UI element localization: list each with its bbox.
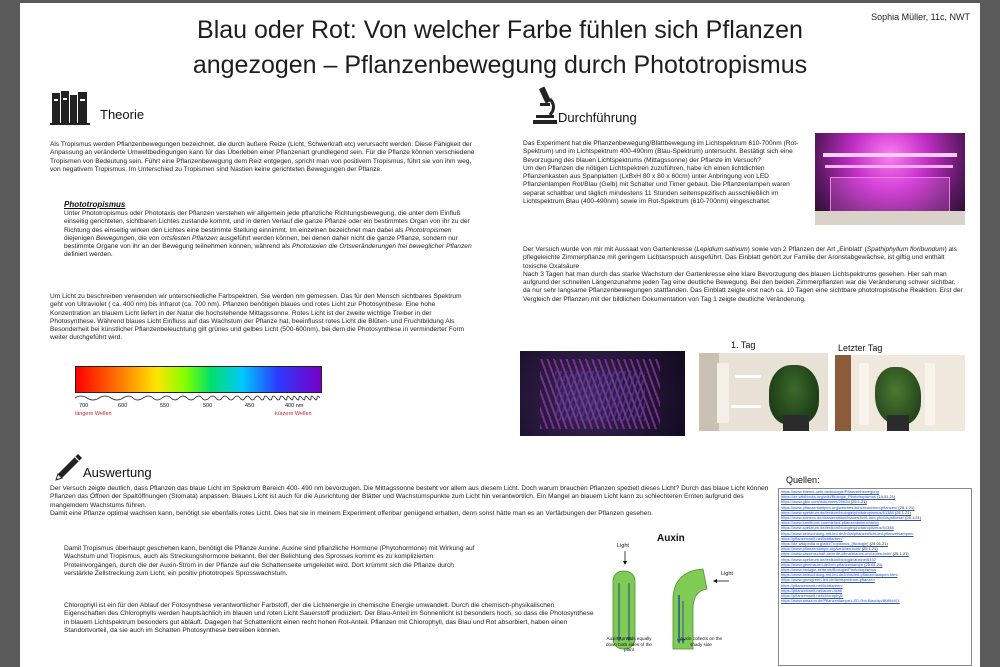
auxin-caption-left: Auxin spreads equally down both sides of the plant bbox=[606, 636, 652, 653]
spectrum-bar bbox=[75, 366, 322, 393]
plant-box-photo bbox=[815, 133, 965, 225]
sources-heading: Quellen: bbox=[786, 475, 820, 485]
source-url[interactable]: https://www.wissenschaft.de/erde-klima/blaues-und-rotes-licht/ bbox=[781, 551, 892, 557]
source-url[interactable]: https://www.amazon.de/Pflanzenlampe-LED-Rot-Blau/dp/B08N4S1 bbox=[781, 598, 900, 604]
theorie-intro: Als Tropismus werden Pflanzenbewegungen bezeichnet, die durch äußere Reize (Licht, Schwerkraft etc) verursacht werden. Diese Fähigkeit der Anpassung an veränderte Umweltbedingungen kann für das Überleben einer Pflanzenart grundlegend sein. Für die Pflanze können verschiedene Tropismen von Bedeutung sein. Führt eine Pflanzenbewegung dem Reiz entgegen, spricht man von positivem Tropismus, führt sie von ihm weg, von negativem Tropismus. Im Unterschied zu Tropismen sind Nastien keine gerichteten Bewegungen der Pflanze. bbox=[50, 141, 475, 173]
source-date: (25.1.21) bbox=[894, 509, 911, 515]
source-url[interactable]: https://de.wikibooks.org/wiki/Biologie_Phototropismus bbox=[781, 494, 876, 500]
source-url[interactable]: https://de.wikipedia.org/wiki/Tropismus_(Biologie) bbox=[781, 541, 869, 547]
pencil-icon bbox=[50, 450, 86, 486]
source-url[interactable]: https://www.growgreen-led.de/lichtspektrum-pflanzen bbox=[781, 577, 875, 583]
phototropismus-text: Unter Phototropismus oder Phototaxis der Pflanzen verstehen wir allgemein jede pflanzliche Richtungsbewegung, die unter dem Einfluß einseitig gerichteten, sichtbaren Lichtes zustande kommt, und in deren Verlauf die ganze Pflanze oder ein bestimmtes Organ von ihr zu der Richtung des einseitig wirken den Lichtes eine bestimmte Stellung einnimmt. Im einzelnen bezeichnet man dabei als Phototropismen diejenigen Bewegungen, die von ortsfesten Pflanzen ausgeführt werden können, bei denen daher nicht die ganze Pflanze, sondern nur bestimmte Organe von ihr an der Bewegung teilnehmen können, während als Phototaxien die Ortsveränderungen frei beweglicher Pflanzen definiert werden. bbox=[64, 210, 472, 259]
phototropismus-subheading: Phototropismus bbox=[64, 200, 126, 209]
source-url[interactable]: https://www.pflanzenlampen.org/welches-licht-brauchen-pflanzen/ bbox=[781, 504, 898, 510]
auswertung-text-3: Chlorophyll ist ein für den Ablauf der Fotosynthese verantwortlicher Farbstoff, der die Lichtenergie in chemische Energie umwandelt. Durch die chemisch-physikalischen Eigenschaften des Chlorophylls werden hauptsächlich im blauen und roten Licht Sauerstoff produziert. Der Blau-Anteil im Sonnenlicht ist besonders hoch, so dass die Photosynthese in blauem Lichtspektrum besonders gut abläuft. Dagegen hat Schattenlicht einen recht hohen Rot-Anteil. Pflanzen mit Chlorophyll, das Blau und Rot absorbiert, haben einen Standortvorteil, da sie auch im Schatten Photosynthese betreiben können. bbox=[64, 602, 594, 634]
auswertung-text-2: Damit Tropismus überhaupt geschehen kann, benötigt die Pflanze Auxine. Auxine sind pflanzliche Hormone (Phytohormone) mit Wirkung auf Wachstum und Tropismus, auch als Streckungshormone bekannt. Bei der Belichtung des Sprosses kommt es zu komplizierten Proteinvorgängen, durch die der Auxin-Strom in der Pflanze auf die Schattenseite umgeleitet wird. Dort krümmt sich die Pflanze durch verstärkte Zellstreckung zum Licht, ein positiv phototropes Sprosswachstum. bbox=[64, 545, 475, 577]
title-line-2: angezogen – Pflanzenbewegung durch Phototropismus bbox=[192, 51, 808, 79]
title-line-1: Blau oder Rot: Von welcher Farbe fühlen sich Pflanzen bbox=[197, 16, 803, 44]
spectrum-tick-600: 600 bbox=[118, 403, 128, 409]
source-url[interactable]: https://www.beleuchtung-mit-led.de/infos/pflanzenlicht-led-pflanzenlampen/ bbox=[781, 530, 914, 536]
plant-day1-photo bbox=[699, 353, 828, 431]
auxin-title: Auxin bbox=[657, 533, 685, 544]
source-date: (25.01.21) bbox=[869, 541, 888, 547]
wave-line bbox=[75, 394, 320, 402]
source-url[interactable]: https://www.pflanzenlampe.org/welches-licht/ bbox=[781, 546, 861, 552]
author-label: Sophia Müller, 11c, NWT bbox=[871, 12, 970, 22]
spectrum-tick-450: 450 bbox=[245, 403, 255, 409]
source-url[interactable]: https://www.spektrum.de/lexikon/biologie/phototropismus/51388 bbox=[781, 509, 894, 515]
durchfuehrung-text-1: Das Experiment hat die Pflanzenbewegung/Blattbewegung im Lichtspektrum 610-700nm (Rot-Spektrum) und im Lichtspektrum 400-490nm (Blau-Spektrum) untersucht. Bestätigt sich eine Bevorzugung des blauen Lichtspektrums (Mittagssonne) der Pflanze im Versuch? Um den Pflanzen die nötigen Lichtspektren zuzuführen, habe ich einen lichtdichten Pflanzenkasten aus Spanplatten (LxBxH 80 x 80 x 60cm) unter Anbringung von LED Pflanzenlampen Rot/Blau (Gelb) mit Schalter und Timer gebaut. Die Pflanzenlampen waren separat schaltbar und täglich mindestens 11 Stunden seitenspezifisch ausschließlich im Lichtspektrum Blau (400-490nm) sowie im Rot-Spektrum (610-700nm) eingeschaltet. bbox=[523, 140, 799, 206]
auswertung-text-1: Der Versuch zeigte deutlich, dass Pflanzen das blaue Licht im Spektrum Bereich 400- 490 nm bevorzugen. Die Mittagssonne besteht vor allem aus diesem Licht. Doch warum brauchen Pflanzen speziell dieses Licht? Durch das blaue Licht können Pflanzen das Öffnen der Spaltöffnungen (Stomata) anpassen. Blaues Licht ist auch für die Ausrichtung der Blätter und Wachstumspunkte zum Licht hin verantwortlich. Ein Mangel an blauem Licht kann zu schlechteren Ernten aufgrund des mangelndem Wachstums führen. Damit eine Pflanze optimal wachsen kann, benötigt sie ebenfalls rotes Licht. Dies hat sie in meinem Experiment offenbar genügend erhalten, denn sonst hätte man es an Verfärbungen der Pflanzen gesehen. bbox=[50, 485, 769, 517]
label-last-day: Letzter Tag bbox=[838, 343, 883, 353]
source-url[interactable]: https://www.lumitronix.com/de/led-pflanzenbeleuchtung bbox=[781, 520, 879, 526]
spectrum-tick-550: 550 bbox=[160, 403, 170, 409]
source-item[interactable] bbox=[779, 598, 971, 603]
source-url[interactable]: https://pflanzenwelt.net/lichtfarben/ bbox=[781, 582, 843, 588]
durchfuehrung-heading: Durchführung bbox=[558, 110, 637, 125]
spectrum-tick-700: 700 bbox=[79, 403, 89, 409]
source-url[interactable]: https://www.spektrum.de/lexikon/biologie/auxine/6452 bbox=[781, 556, 876, 562]
microscope-icon bbox=[530, 85, 560, 125]
plant-last-day-photo bbox=[835, 355, 965, 431]
spectrum-text: Um Licht zu beschreiben verwenden wir unterschiedliche Farbspektren. Sie werden nm gemessen. Das für den Mensch sichtbares Spektrum geht von Ultraviolet ( ca. 400 nm) bis Infrarot (ca. 700 nm). Pflanzen benötigen blaues und rotes Licht zur Photosynthese. Eine hohe Konzentration an blauem Licht liefert in der Natur die hochstehende Mittagssonne. Rotes Licht ist der zweite wichtige Treiber in der Photosynthese. Während blaues Licht Einfluss auf das Wachstum der Pflanze hat, beeinflusst rotes Licht die Blüten- und Fruchtbildung Als Besonderheit bei künstlicher Pflanzenbeleuchtung gilt grünes und gelbes Licht (500-600nm), bei dem die Photosynthese in verminderter Form weiter durchgeführt wird. bbox=[50, 293, 465, 342]
source-url[interactable]: https://pflanzenwelt.net/lichtfarben/ bbox=[781, 535, 843, 541]
durchfuehrung-text-2: Der Versuch wurde von mir mit Aussaat von Gartenkresse (Lepidium sativum) sowie von 2 Pflanzen der Art „Einblatt‘ (Spathiphyllum floribundum) als pflegeleichte Zimmerpflanze mit geringem Lichtanspruch ausgeführt. Das Einblatt gehört zur Familie der Aronstabgewächse, ist giftig und enthält toxische Oxalsäure Nach 3 Tagen hat man durch das starke Wachstum der Gartenkresse eine klare Bevorzugung des blauen Lichtspektrums gesehen. Hier sah man aufgrund der schnellen Längenzunahme jeden Tag eine deutliche Bewegung. Bei den beiden Zimmerpflanzen war die Veränderung schwer sichtbar, da nur sehr langsame Pflanzenbewegungen stattfanden. Das Einblatt zeigte erst nach ca. 10 Tagen eine sichtbare phototropistische Reaktion. Erst der Vergleich der Pflanzen mit der bildlichen Dokumentation von Tag 1 zeigte deutliche Veränderung. bbox=[523, 246, 963, 303]
poster-title bbox=[150, 13, 850, 83]
spectrum-tick-400: 400 nm bbox=[285, 403, 304, 409]
source-date: (25.1.21) bbox=[898, 504, 915, 510]
label-day-1: 1. Tag bbox=[731, 340, 756, 350]
source-date: (25.1.21) bbox=[850, 499, 867, 505]
poster bbox=[20, 3, 980, 667]
auxin-caption-right: Auxin collects on the shady side bbox=[679, 636, 723, 647]
cress-photo bbox=[520, 351, 685, 436]
spectrum-tick-500: 500 bbox=[203, 403, 213, 409]
source-url[interactable]: https://www.gbio.com/dokument/20b2d bbox=[781, 499, 850, 505]
source-date: (25.01.21) bbox=[864, 561, 883, 567]
theorie-heading: Theorie bbox=[100, 107, 145, 122]
source-date: (25.1.21) bbox=[861, 546, 878, 552]
source-url[interactable]: https://pflanzenwelt.net/chlorophyll/ bbox=[781, 593, 844, 599]
source-url[interactable]: https://www.gemma-led.de/info-pflanzenlampe bbox=[781, 561, 864, 567]
source-date: (25.1.21) bbox=[905, 515, 922, 521]
source-url[interactable]: https://pflanzenwelt.net/auxin-licht/ bbox=[781, 587, 843, 593]
source-date: (25.1.21) bbox=[892, 551, 909, 557]
light-label-right: Light bbox=[721, 571, 733, 577]
light-label-left: Light bbox=[617, 543, 629, 549]
auswertung-heading: Auswertung bbox=[83, 465, 152, 480]
source-url[interactable]: https://www.biologie-seite.de/Biologie/Phototropismus bbox=[781, 567, 876, 573]
spectrum-right-label: kürzere Wellen bbox=[275, 411, 312, 417]
books-icon bbox=[50, 89, 90, 125]
spectrum-left-label: längere Wellen bbox=[75, 411, 112, 417]
sources-list bbox=[778, 488, 972, 666]
source-date: (14.01.21) bbox=[877, 494, 896, 500]
source-url[interactable]: https://www.beleuchtung-mit-led.de/infos/led-pflanzenlampen.html bbox=[781, 572, 898, 578]
light-spectrum-figure bbox=[70, 366, 325, 420]
source-url[interactable]: https://www.scinexx.de/dossierartikel/blaues-licht-und-photosynthese/ bbox=[781, 515, 904, 521]
source-url[interactable]: https://www.spektrum.de/lexikon/biologie/phototropismus/51388 bbox=[781, 525, 894, 531]
source-url[interactable]: https://www.thieme-vele.de/biologie/Pflanzenbewegung bbox=[781, 489, 879, 494]
auxin-diagram bbox=[597, 531, 747, 667]
